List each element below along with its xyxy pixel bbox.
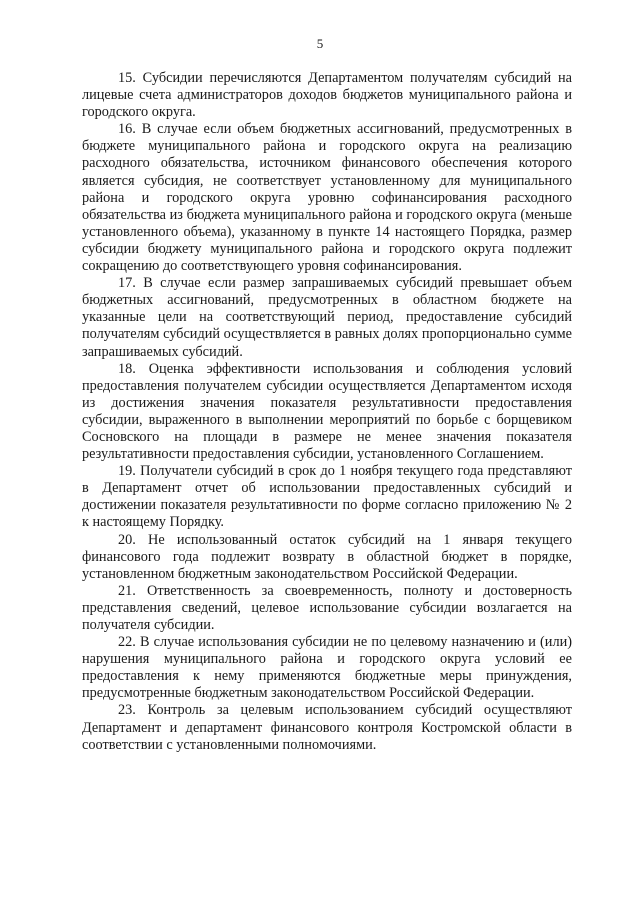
- page-number: 5: [316, 36, 324, 51]
- paragraph-18: 18. Оценка эффективности использования и соблюдения условий предоставления получателем субсидии осуществляется Департаментом исходя из достижения значения показателя результативности предоставления субсидии, выраженного в выполнении мероприятий по борьбе с борщевиком Сосновского на площади в размере не менее значения показателя результативности предоставления субсидии, установленного Соглашением.: [82, 360, 572, 463]
- paragraph-20: 20. Не использованный остаток субсидий на 1 января текущего финансового года подлежит возврату в областной бюджет в порядке, установленном бюджетным законодательством Российской Федерации.: [82, 531, 572, 582]
- paragraph-21: 21. Ответственность за своевременность, полноту и достоверность представления сведений, целевое использование субсидии возлагается на получателя субсидии.: [82, 582, 572, 633]
- paragraph-22: 22. В случае использования субсидии не по целевому назначению и (или) нарушения муниципального района и городского округа условий ее предоставления к нему применяются бюджетные меры принуждения, предусмотренные бюджетным законодательством Российской Федерации.: [82, 634, 572, 702]
- paragraph-15: 15. Субсидии перечисляются Департаментом получателям субсидий на лицевые счета администраторов доходов бюджетов муниципального района и городского округа.: [82, 70, 572, 121]
- document-body: [82, 70, 572, 754]
- paragraph-16: 16. В случае если объем бюджетных ассигнований, предусмотренных в бюджете муниципального района и городского округа на реализацию расходного обязательства, источником финансового обеспечения которого является субсидия, не соответствует установленному для муниципального района и городского округа уровню софинансирования расходного обязательства из бюджета муниципального района и городского округа (меньше установленного объема), указанному в пункте 14 настоящего Порядка, размер субсидии бюджету муниципального района и городского округа подлежит сокращению до соответствующего уровня софинансирования.: [82, 121, 572, 275]
- paragraph-17: 17. В случае если размер запрашиваемых субсидий превышает объем бюджетных ассигнований, предусмотренных в областном бюджете на указанные цели на соответствующий период, предоставление субсидий получателям субсидий осуществляется в равных долях пропорционально сумме запрашиваемых субсидий.: [82, 275, 572, 360]
- paragraph-19: 19. Получатели субсидий в срок до 1 ноября текущего года представляют в Департамент отчет об использовании предоставленных субсидий и достижении показателя результативности по форме согласно приложению № 2 к настоящему Порядку.: [82, 463, 572, 531]
- paragraph-23: 23. Контроль за целевым использованием субсидий осуществляют Департамент и департамент финансового контроля Костромской области в соответствии с установленными полномочиями.: [82, 702, 572, 753]
